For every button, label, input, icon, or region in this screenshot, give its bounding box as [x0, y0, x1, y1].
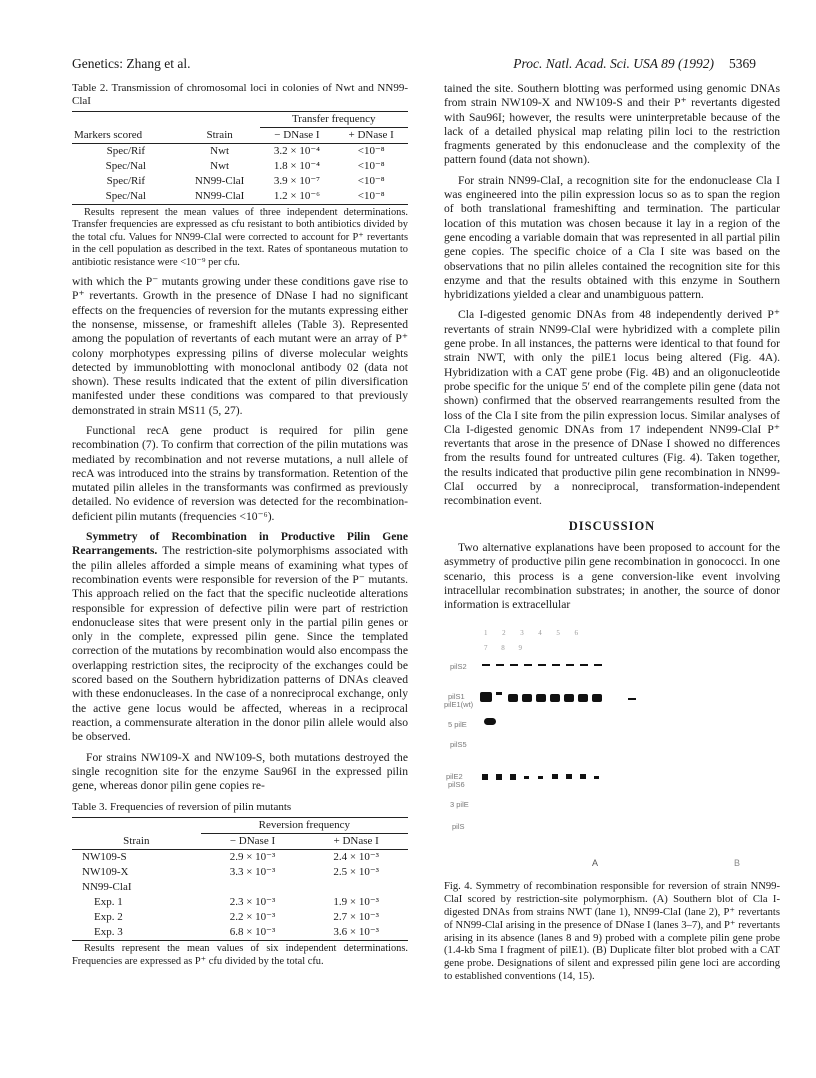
- table-2-cell: <10⁻⁸: [357, 160, 385, 172]
- lane-numbers: 1 2 3 4 5 6 7 8 9: [484, 629, 584, 652]
- blot-band: [580, 664, 588, 666]
- locus-label: pilS5: [450, 740, 467, 750]
- table-2-cell: 1.8 × 10⁻⁴: [273, 160, 320, 172]
- table-3-cell: [201, 880, 305, 895]
- table-2-cell: Nwt: [210, 145, 230, 157]
- table-3-cell: 2.2 × 10⁻³: [229, 911, 276, 924]
- table-2: [72, 82, 408, 269]
- body-paragraph: For strains NW109-X and NW109-S, both mutations destroyed the single recognition site for the enzyme Sau96I in the expressed pilin gene, whereas donor pilin gene copies re-: [72, 750, 408, 793]
- table-3-cell: Exp. 3: [94, 926, 123, 939]
- blot-band: [580, 774, 586, 779]
- table-3-grid: [72, 817, 408, 941]
- blot-band: [550, 694, 560, 702]
- left-column: [72, 82, 408, 968]
- body-paragraph: Cla I-digested genomic DNAs from 48 independently derived P⁺ revertants of strain NN99-ClaI were hybridized with a complete pilin gene probe. In all instances, the patterns were identical to that found for strain NWT, with only the pilE1 locus being altered (Fig. 4A). Hybridization with a CAT gene probe (Fig. 4B) and an oligonucleotide probe specific for the unique 5′ end of the complete pilin gene (data not shown) confirmed that the observed rearrangements resulted from the loss of the Cla I site from the pilin expression locus. Similar analyses of Cla I-digested genomic DNAs from 17 independent NN99-ClaI P⁺ revertants that arose in the presence of DNase I showed no differences from the results found for untreated cultures (Fig. 4). Taken together, the results indicated that productive pilin gene recombination in NN99-ClaI occurred by a nonreciprocal, transformation-independent recombination event.: [444, 308, 780, 508]
- locus-label: pilS1: [448, 692, 465, 702]
- body-paragraph: Functional recA gene product is required for pilin gene recombination (7). To confirm that correction of the pilin mutations was mediated by recombination and not reverse mutations, a null allele of recA was introduced into the strains by transformation. Retention of the mutated pilin alleles in the transformants was confirmed as previously detailed. No evidence of reversion was detected for the recombination-deficient pilin mutants (frequencies <10⁻⁶).: [72, 424, 408, 523]
- blot-band: [628, 698, 636, 700]
- table-3-cell: [304, 880, 408, 895]
- blot-band: [484, 718, 496, 725]
- blot-band: [510, 664, 518, 666]
- blot-band: [564, 694, 574, 702]
- table-3-row: [72, 880, 408, 895]
- locus-label: 3 pilE: [450, 800, 469, 810]
- figure-4-caption: Fig. 4. Symmetry of recombination responsible for reversion of strain NN99-ClaI scored by restriction-site polymorphism. (A) Southern blot of Cla I-digested DNAs from strains NWT (lane 1), NN99-ClaI (lane 2), P⁺ revertants of NN99-ClaI arising in the presence of DNase I (lanes 3–7), and P⁺ revertants arising in its absence (lanes 8 and 9) probed with a complete pilin gene probe (1.4-kb Sma I fragment of pilE1). (B) Duplicate filter blot probed with a CAT gene probe. Designations of silent and expressed pilin gene loci are according to established conventions (14, 15).: [444, 881, 780, 982]
- table-3-cell: NW109-X: [82, 866, 129, 879]
- blot-band: [552, 774, 558, 779]
- running-header: [72, 56, 756, 76]
- table-3-cell: Exp. 1: [94, 896, 123, 909]
- table-3-cell: 2.3 × 10⁻³: [229, 896, 276, 909]
- blot-band: [482, 774, 488, 780]
- table-3-cell: 2.5 × 10⁻³: [333, 866, 379, 879]
- page-number: 5369: [729, 56, 756, 71]
- table-3: [72, 801, 408, 968]
- section-body: The restriction-site polymorphisms associated with the pilin alleles afforded a simple means of examining what types of recombination events were responsible for reversion of the P⁻ mutants. This approach relied on the fact that the specific nucleotide alterations responsible for expression of defective pilin were part of restriction endonuclease sites that were present only in the partial pilin genes or only in the complete, expressed pilin gene. Since the templated correction of the mutations by recombination would also encompass the overlapping restriction sites, the reciprocity of the exchanges could be scored based on the Southern hybridization patterns of DNAs cleaved with these endonucleases. In the case of a nonreciprocal exchange, only the active gene locus would be affected, whereas in a reciprocal reaction, a commensurate alteration in the donor pilin allele would also be observed.: [72, 544, 408, 744]
- blot-band: [510, 774, 516, 780]
- blot-band: [522, 694, 532, 702]
- table-3-col-header: − DNase I: [229, 835, 276, 848]
- blot-band: [566, 664, 574, 666]
- blot-band: [524, 664, 532, 666]
- locus-label: pilS2: [450, 662, 467, 672]
- blot-band: [496, 692, 502, 695]
- header-authors: Genetics: Zhang et al.: [72, 56, 191, 71]
- blot-band: [552, 664, 560, 666]
- locus-label: pilS: [452, 822, 465, 832]
- table-2-cell: <10⁻⁸: [357, 190, 385, 202]
- body-paragraph: tained the site. Southern blotting was performed using genomic DNAs from strain NW109-X and NW109-S and their P⁺ revertants digested with Sau96I; however, the results were uninterpretable because of the lack of a detailed physical map relating pilin loci to the restriction fragments generated by this endonuclease and the complexity of the pattern found (data not shown).: [444, 82, 780, 167]
- table-3-cell: NW109-S: [82, 851, 127, 864]
- panel-b-label: B: [734, 858, 741, 869]
- table-2-grid: [72, 111, 408, 205]
- blot-band: [496, 774, 502, 780]
- panel-a-label: A: [592, 858, 599, 869]
- table-3-cell: 3.3 × 10⁻³: [229, 866, 276, 879]
- table-3-row: [72, 850, 408, 866]
- table-2-cell: 3.9 × 10⁻⁷: [273, 175, 320, 187]
- table-2-cell: Spec/Rif: [106, 145, 146, 157]
- blot-band: [594, 664, 602, 666]
- blot-band: [566, 774, 572, 779]
- table-2-row: [72, 144, 408, 160]
- table-3-col-header: + DNase I: [333, 835, 379, 848]
- table-2-group-header: Transfer frequency: [260, 112, 408, 128]
- table-3-cell: 2.4 × 10⁻³: [333, 851, 379, 864]
- table-2-cell: Spec/Nal: [105, 160, 146, 172]
- body-paragraph: For strain NN99-ClaI, a recognition site for the endonuclease Cla I was engineered into the pilin expression locus so as to span the region of both translational frameshifting and termination. The particular location of this mutation was chosen because it lay in a region of the gene encoding a variable domain that was represented in all partial pilin gene copies. The specific choice of a Cla I site was based on the observations that no pilin alleles contained the recognition site for this enzyme and that the results obtained with this enzyme in Southern hybridizations yielded a clear and unambiguous pattern.: [444, 173, 780, 302]
- blot-band: [538, 776, 543, 779]
- blot-band: [524, 776, 529, 779]
- body-paragraph: with which the P⁻ mutants growing under these conditions gave rise to P⁺ revertants. Growth in the presence of DNase I had no significant effects on the frequencies of reversion for the mutants expressing either the nonsense, missense, or frameshift alleles (Table 3). Represented among the population of revertants of each mutant were an array of P⁺ colony morphotypes expressing pilins of diverse molecular weights detected by immunoblotting with monoclonal antibody 02 (data not shown). These results indicated that the extent of pilin diversification manifested under these conditions was compared to that previously demonstrated in strain MS11 (5, 27).: [72, 275, 408, 417]
- blot-band: [538, 664, 546, 666]
- blot-band: [480, 692, 492, 702]
- table-3-cell: 3.6 × 10⁻³: [333, 926, 379, 939]
- section-heading: Symmetry of Recombination in Productive Pilin Gene Rearrangements.: [72, 530, 408, 558]
- table-3-row: [72, 925, 408, 941]
- blot-band: [594, 776, 599, 779]
- body-paragraph: [72, 530, 408, 744]
- locus-label: pilE1(wt): [444, 700, 474, 710]
- table-2-row: [72, 159, 408, 174]
- right-column: [444, 82, 780, 984]
- table-3-caption: Table 3. Frequencies of reversion of pilin mutants: [72, 801, 292, 814]
- table-2-cell: 1.2 × 10⁻⁶: [273, 190, 320, 202]
- table-2-cell: Spec/Nal: [105, 190, 146, 202]
- table-2-cell: Nwt: [210, 160, 230, 172]
- table-3-group-header: Reversion frequency: [201, 818, 408, 834]
- body-paragraph: Two alternative explanations have been proposed to account for the asymmetry of productive pilin gene recombination in gonococci. In one scenario, this process is a gene conversion-like event involving intracellular recombination substrates; in another, the source of donor information is extracellular: [444, 540, 780, 612]
- table-2-row: [72, 189, 408, 205]
- locus-label: pilE2: [446, 772, 463, 782]
- header-journal: Proc. Natl. Acad. Sci. USA 89 (1992): [513, 56, 714, 71]
- table-2-cell: 3.2 × 10⁻⁴: [273, 145, 320, 157]
- discussion-heading: DISCUSSION: [568, 518, 656, 533]
- table-2-row: [72, 174, 408, 189]
- table-3-cell: 1.9 × 10⁻³: [333, 896, 379, 909]
- blot-band: [508, 694, 518, 702]
- figure-4-blot: [444, 620, 780, 875]
- table-3-row: [72, 865, 408, 880]
- table-3-cell: 2.7 × 10⁻³: [333, 911, 379, 924]
- blot-band: [496, 664, 504, 666]
- table-2-cell: NN99-ClaI: [194, 190, 245, 202]
- table-2-col-header: Markers scored: [74, 128, 143, 141]
- table-2-col-header: − DNase I: [274, 129, 320, 141]
- table-2-col-header: + DNase I: [348, 129, 394, 141]
- table-3-cell: NN99-ClaI: [82, 881, 132, 894]
- blot-band: [482, 664, 490, 666]
- table-3-row: [72, 910, 408, 925]
- table-2-note: Results represent the mean values of three independent determinations. Transfer frequencies are expressed as cfu resistant to both antibiotics divided by the total cfu. Values for NN99-ClaI were corrected to account for P⁺ revertants in the cell population as described in the text. Rates of spontaneous mutation to antibiotic resistance were <10⁻⁹ per cfu.: [72, 207, 408, 268]
- table-2-caption: Table 2. Transmission of chromosomal loci in colonies of Nwt and NN99-ClaI: [72, 82, 408, 107]
- table-3-row: [72, 895, 408, 910]
- table-2-cell: Spec/Rif: [106, 175, 146, 187]
- blot-band: [578, 694, 588, 702]
- table-2-cell: <10⁻⁸: [357, 145, 385, 157]
- table-2-cell: <10⁻⁸: [357, 175, 385, 187]
- table-3-note: Results represent the mean values of six independent determinations. Frequencies are expressed as P⁺ cfu divided by the total cfu.: [72, 943, 408, 967]
- table-3-cell: Exp. 2: [94, 911, 123, 924]
- table-2-cell: NN99-ClaI: [194, 175, 245, 187]
- table-3-cell: 6.8 × 10⁻³: [229, 926, 276, 939]
- table-2-col-header: Strain: [206, 128, 233, 141]
- table-3-cell: 2.9 × 10⁻³: [229, 851, 276, 864]
- blot-band: [536, 694, 546, 702]
- table-3-col-header: Strain: [123, 835, 150, 848]
- blot-band: [592, 694, 602, 702]
- locus-label: 5 pilE: [448, 720, 467, 730]
- locus-label: pilS6: [448, 780, 465, 790]
